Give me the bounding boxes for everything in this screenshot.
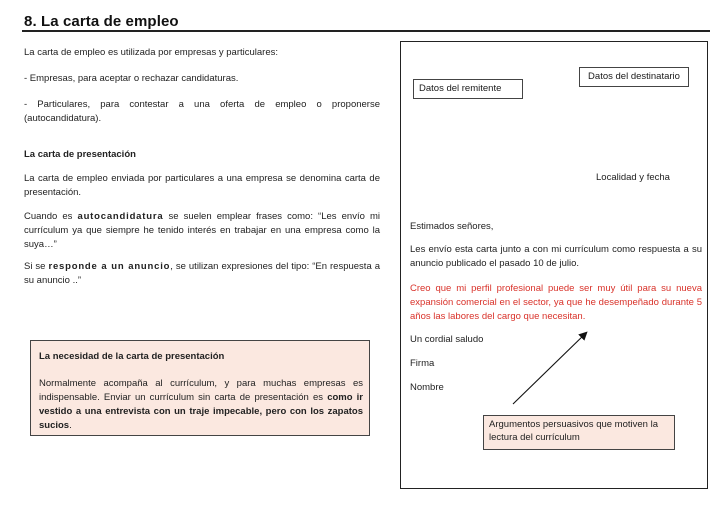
letter-signature: Firma bbox=[410, 358, 435, 369]
note-text bbox=[39, 377, 363, 433]
auto-keyword: autocandidatura bbox=[77, 211, 164, 222]
anuncio-paragraph bbox=[24, 260, 380, 288]
page-title: 8. La carta de empleo bbox=[24, 13, 179, 30]
bullet-empresas: - Empresas, para aceptar o rechazar candidaturas. bbox=[24, 73, 239, 84]
resp-post: , se utilizan expresiones del tipo: “En respuesta a su anuncio ..” bbox=[24, 261, 380, 286]
section-text: La carta de empleo enviada por particulares a una empresa se denomina carta de presentación. bbox=[24, 173, 380, 198]
letter-body-1: Les envío esta carta junto a con mi currículum como respuesta a su anuncio publicado el pasado 10 de julio. bbox=[410, 244, 702, 269]
resp-pre: Si se bbox=[24, 261, 49, 272]
letter-name: Nombre bbox=[410, 382, 444, 393]
auto-pre: Cuando es bbox=[24, 211, 78, 222]
note-text-bold: como ir vestido a una entrevista con un traje impecable, pero con los zapatos sucios bbox=[39, 392, 364, 431]
auto-post: se suelen emplear frases como: “Les envío mi currículum ya que siempre he tenido interés en trabajar en una empresa como la suya…” bbox=[24, 211, 380, 250]
intro-text: La carta de empleo es utilizada por empresas y particulares: bbox=[24, 47, 278, 58]
note-heading: La necesidad de la carta de presentación bbox=[39, 351, 225, 362]
letter-closing: Un cordial saludo bbox=[410, 334, 484, 345]
recipient-box: Datos del destinatario bbox=[579, 67, 689, 87]
note-box bbox=[30, 340, 370, 436]
place-date: Localidad y fecha bbox=[596, 172, 670, 183]
callout-box: Argumentos persuasivos que motiven la lectura del currículum bbox=[483, 415, 675, 450]
resp-keyword: responde a un anuncio bbox=[48, 261, 171, 272]
bullet-particulares: - Particulares, para contestar a una oferta de empleo o proponerse (autocandidatura). bbox=[24, 99, 380, 124]
title-divider bbox=[22, 30, 710, 32]
note-text-pre: Normalmente acompaña al currículum, y para muchas empresas es indispensable. Enviar un currículum sin carta de presentación es bbox=[39, 378, 363, 403]
callout-arrow bbox=[500, 320, 600, 420]
autocandidatura-paragraph bbox=[24, 210, 380, 252]
letter-body-2: Creo que mi perfil profesional puede ser muy útil para su nueva expansión comercial en el sector, ya que he desempeñado durante 5 años las labores del cargo que necesitan. bbox=[410, 283, 702, 322]
letter-greeting: Estimados señores, bbox=[410, 221, 494, 232]
note-text-end: . bbox=[69, 420, 72, 431]
sender-box: Datos del remitente bbox=[413, 79, 523, 99]
section-heading: La carta de presentación bbox=[24, 149, 136, 160]
